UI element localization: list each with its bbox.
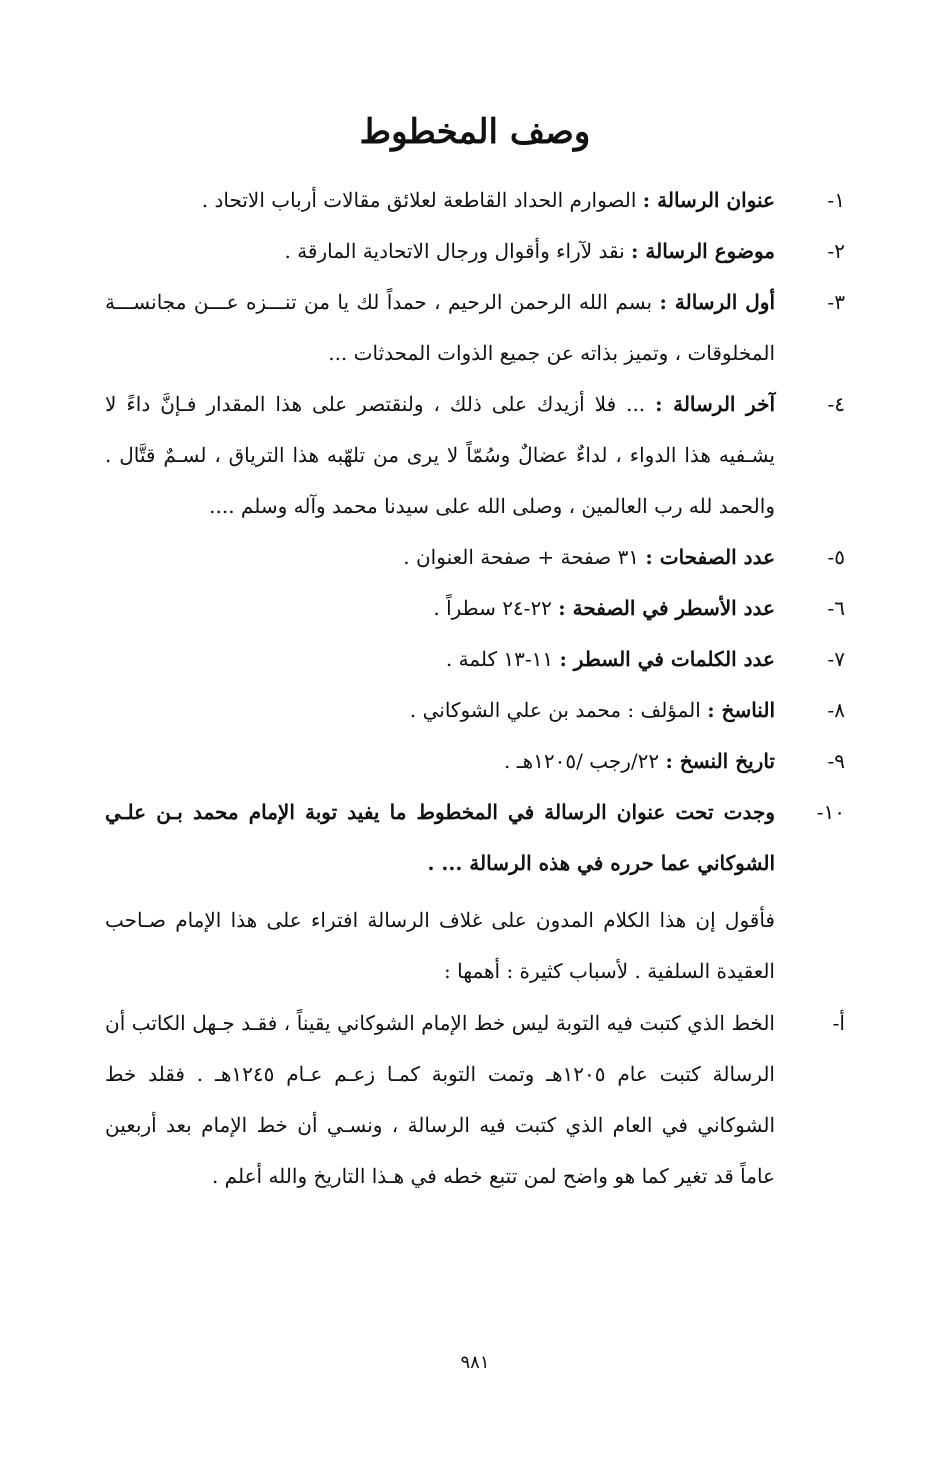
- item-number: ١-: [827, 188, 845, 212]
- sub-item-number: أ-: [832, 1011, 845, 1035]
- item-label: عدد الصفحات :: [645, 545, 775, 569]
- item-text: المؤلف : محمد بن علي الشوكاني .: [409, 698, 701, 722]
- list-item: [105, 277, 845, 379]
- item-number: ٣-: [827, 290, 845, 314]
- list-item: [105, 226, 845, 277]
- page-title: وصف المخطوط: [359, 112, 591, 152]
- item-text: ٢٢-٢٤ سطراً .: [433, 596, 552, 620]
- item-label: عدد الكلمات في السطر :: [559, 647, 775, 671]
- list-item: [105, 532, 845, 583]
- item-label: الناسخ :: [707, 698, 775, 722]
- list-item: [105, 736, 845, 787]
- item-text: ٣١ صفحة + صفحة العنوان .: [403, 545, 640, 569]
- list-item: [105, 583, 845, 634]
- list-item: [105, 787, 845, 889]
- item-text: الصوارم الحداد القاطعة لعلائق مقالات أرباب الاتحاد .: [201, 188, 637, 212]
- sub-item-text: الخط الذي كتبت فيه التوبة ليس خط الإمام الشوكاني يقيناً ، فقـد جـهل الكاتب أن الرسالة كتبت عام ١٢٠٥هـ وتمت التوبة كمـا زعـم عـام ١٢٤٥هـ . فقلد خط الشوكاني في العام الذي كتبت فيه الرسالة ، ونسـي أن خط الإمام بعد أربعين عاماً قد تغير كما هو واضح لمن تتبع خطه في هـذا التاريخ والله أعلم .: [105, 1011, 775, 1188]
- item-number: ٨-: [827, 698, 845, 722]
- commentary-paragraph: فأقول إن هذا الكلام المدون على غلاف الرسالة افتراء على هذا الإمام صـاحب العقيدة السلفية . لأسباب كثيرة : أهمها :: [105, 908, 775, 983]
- item-label: تاريخ النسخ :: [665, 749, 775, 773]
- list-item: [105, 685, 845, 736]
- item-label: عدد الأسطر في الصفحة :: [558, 596, 775, 620]
- page-number: ٩٨١: [460, 1352, 490, 1373]
- item-text: ٢٢/رجب /١٢٠٥هـ .: [504, 749, 660, 773]
- item-number: ٥-: [827, 545, 845, 569]
- item-label: موضوع الرسالة :: [631, 239, 775, 263]
- description-list: [105, 175, 845, 889]
- item-label: آخر الرسالة :: [655, 392, 775, 416]
- item-number: ٤-: [827, 392, 845, 416]
- item-text: بسم الله الرحمن الرحيم ، حمداً لك يا من تنـــزه عـــن مجانســـة المخلوقات ، وتميز بذاته عن جميع الذوات المحدثات ...: [105, 290, 775, 365]
- item-number: ٦-: [827, 596, 845, 620]
- list-item: [105, 175, 845, 226]
- item-text: ... فلا أزيدك على ذلك ، ولنقتصر على هذا المقدار فـإنَّ داءً لا يشـفيه هذا الدواء ، لداءٌ عضالٌ وسُمّاً لا يرى من تلهّبه هذا الترياق ، لسـمٌ قتَّال . والحمد لله رب العالمين ، وصلى الله على سيدنا محمد وآله وسلم ....: [105, 392, 775, 518]
- sub-list-item: [105, 998, 845, 1202]
- item-text: وجدت تحت عنوان الرسالة في المخطوط ما يفيد توبة الإمام محمد بـن علـي الشوكاني عما حرره في هذه الرسالة ... .: [105, 800, 775, 875]
- list-item: [105, 634, 845, 685]
- list-item: [105, 379, 845, 532]
- item-text: نقد لآراء وأقوال ورجال الاتحادية المارقة .: [284, 239, 625, 263]
- item-number: ٢-: [827, 239, 845, 263]
- item-label: عنوان الرسالة :: [642, 188, 775, 212]
- item-number: ١٠-: [816, 800, 845, 824]
- item-text: ١١-١٣ كلمة .: [445, 647, 554, 671]
- item-number: ٧-: [827, 647, 845, 671]
- item-label: أول الرسالة :: [659, 290, 775, 314]
- item-number: ٩-: [827, 749, 845, 773]
